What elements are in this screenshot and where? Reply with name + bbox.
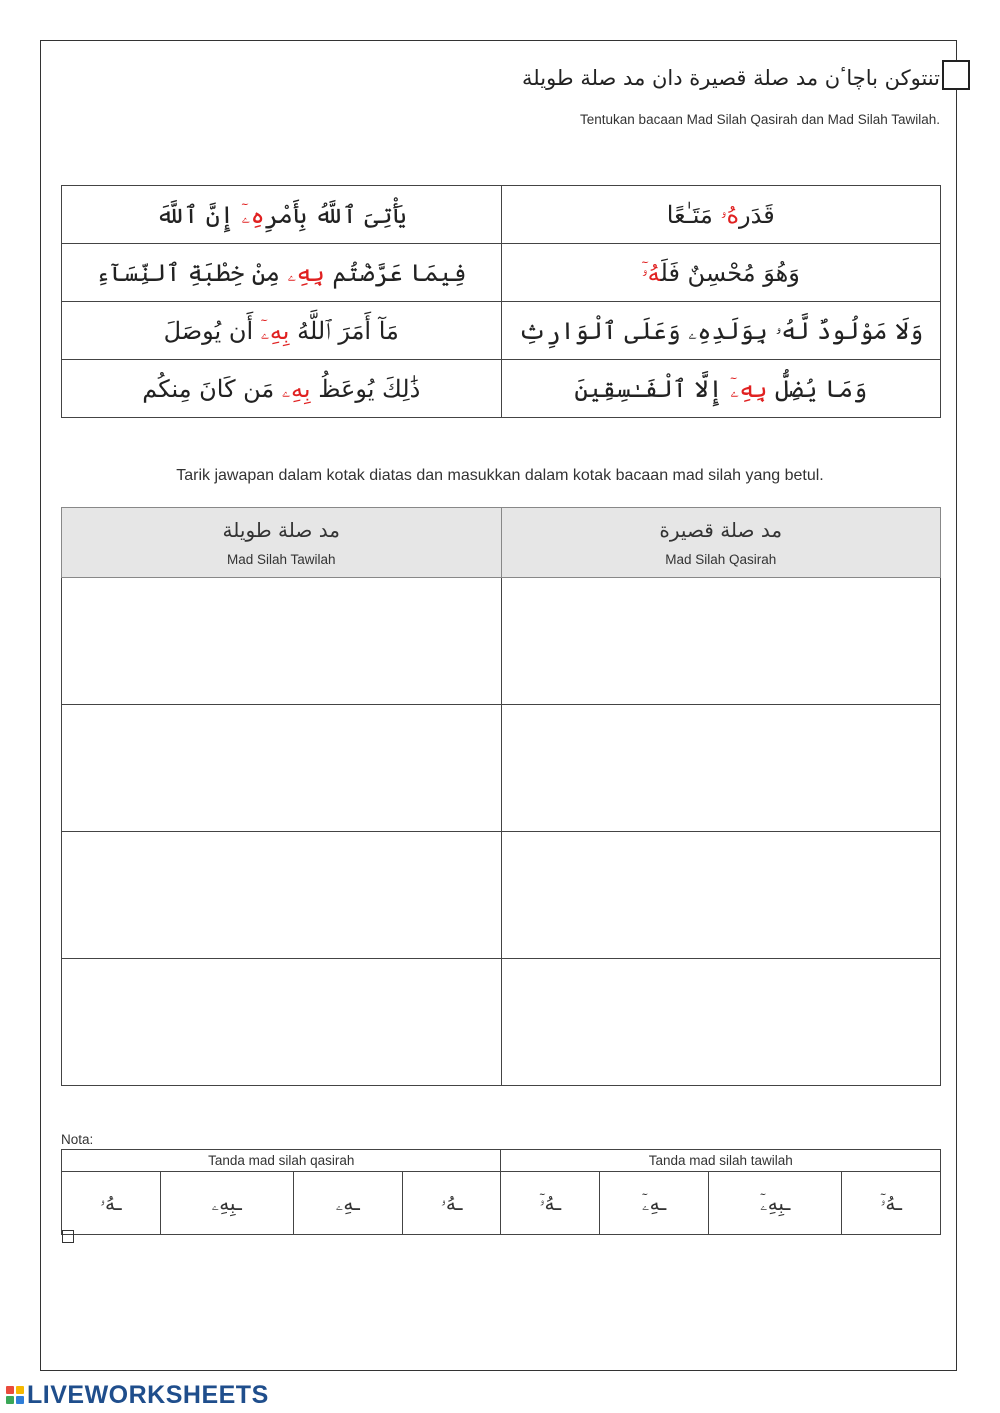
tawilah-header-ar: مد صلة طويلة (222, 518, 340, 542)
logo-icon (6, 1386, 24, 1404)
verse-text: إِلَّا ٱلْفَـٰسِقِينَ (574, 374, 731, 403)
tawilah-legend-title: Tanda mad silah tawilah (501, 1150, 941, 1172)
qasirah-header-ar: مد صلة قصيرة (659, 518, 783, 542)
answer-checkbox[interactable] (942, 60, 970, 90)
verse-text: وَلَا مَوْلُودٌ لَّهُۥ بِوَلَدِهِۦ (688, 316, 924, 345)
nota-label: Nota: (61, 1132, 94, 1147)
verse-text: وَعَلَى ٱلْوَارِثِ (518, 316, 689, 345)
liveworksheets-logo[interactable] (6, 1382, 269, 1408)
qasirah-header (501, 508, 941, 578)
tawilah-header (62, 508, 502, 578)
tawilah-drop-zone[interactable] (62, 832, 502, 959)
tawilah-drop-zone[interactable] (62, 578, 502, 705)
qasirah-mark: ـهُۥ (62, 1172, 161, 1235)
verse-text: قَدَر (739, 200, 775, 229)
verse-highlight: ِهِۦٓ (241, 200, 265, 229)
verse-cell[interactable] (501, 244, 941, 302)
drag-instruction: Tarik jawapan dalam kotak diatas dan masukkan dalam kotak bacaan mad silah yang betul. (176, 467, 824, 484)
tawilah-drop-zone[interactable] (62, 959, 502, 1086)
verse-cell[interactable] (62, 360, 502, 418)
verse-highlight: بِهِۦ (281, 374, 311, 403)
verse-text: أَن يُوصَلَ (163, 316, 261, 345)
verse-text: مَن كَانَ مِنكُم (142, 374, 282, 403)
tawilah-mark: ـهِۦٓ (600, 1172, 709, 1235)
worksheet-subtitle: Tentukan bacaan Mad Silah Qasirah dan Mad Silah Tawilah. (580, 112, 940, 127)
verse-text: مَتَـٰعًا (666, 200, 721, 229)
verse-text: مِنْ خِطْبَةِ ٱلنِّسَآءِ (95, 258, 288, 287)
verse-text: فِيمَا عَرَّضْتُم (324, 258, 467, 287)
qasirah-drop-zone[interactable] (501, 832, 941, 959)
verse-highlight: هُۥ (720, 200, 740, 229)
verse-text: مَآ أَمَرَ ٱللَّهُ (289, 316, 399, 345)
tawilah-mark: ـهُۥٓ (501, 1172, 600, 1235)
small-checkbox[interactable] (62, 1230, 74, 1243)
qasirah-legend-title: Tanda mad silah qasirah (62, 1150, 501, 1172)
verse-cell[interactable] (62, 244, 502, 302)
verse-highlight: هُۥٓ (641, 258, 661, 287)
verse-cell[interactable] (501, 302, 941, 360)
verse-cell[interactable] (62, 186, 502, 244)
tawilah-drop-zone[interactable] (62, 705, 502, 832)
verse-text: ذَٰلِكَ يُوعَظُ (310, 374, 421, 403)
verse-text: إِنَّ ٱللَّهَ (155, 200, 242, 229)
verse-cell[interactable] (62, 302, 502, 360)
verse-text: يَأْتِىَ ٱللَّهُ بِأَمْر (264, 200, 407, 229)
tawilah-mark: ـهُۥٓ (842, 1172, 941, 1235)
answer-table (61, 507, 941, 1086)
verse-highlight: بِهِۦٓ (730, 374, 768, 403)
verse-text: وَمَا يُضِلُّ (767, 374, 868, 403)
worksheet-title-jawi: تنتوكن باچاٴن مد صلة قصيرة دان مد صلة طويلة (522, 66, 940, 90)
logo-text: LIVEWORKSHEETS (27, 1380, 269, 1409)
verse-cell[interactable] (501, 186, 941, 244)
tawilah-mark: ـبِهِۦٓ (709, 1172, 842, 1235)
qasirah-mark: ـبِهِۦ (160, 1172, 293, 1235)
verse-cell[interactable] (501, 360, 941, 418)
qasirah-drop-zone[interactable] (501, 578, 941, 705)
verse-text: وَهُوَ مُحْسِنٌ فَلَ (660, 258, 800, 287)
qasirah-mark: ـهِۦ (293, 1172, 402, 1235)
legend-table (61, 1149, 941, 1235)
verse-highlight: بِهِۦٓ (260, 316, 290, 345)
verse-highlight: بِهِۦ (287, 258, 325, 287)
qasirah-drop-zone[interactable] (501, 705, 941, 832)
qasirah-drop-zone[interactable] (501, 959, 941, 1086)
tawilah-header-en: Mad Silah Tawilah (226, 552, 336, 567)
qasirah-header-en: Mad Silah Qasirah (665, 552, 777, 567)
qasirah-mark: ـهُۥ (402, 1172, 501, 1235)
verse-table (61, 185, 941, 418)
